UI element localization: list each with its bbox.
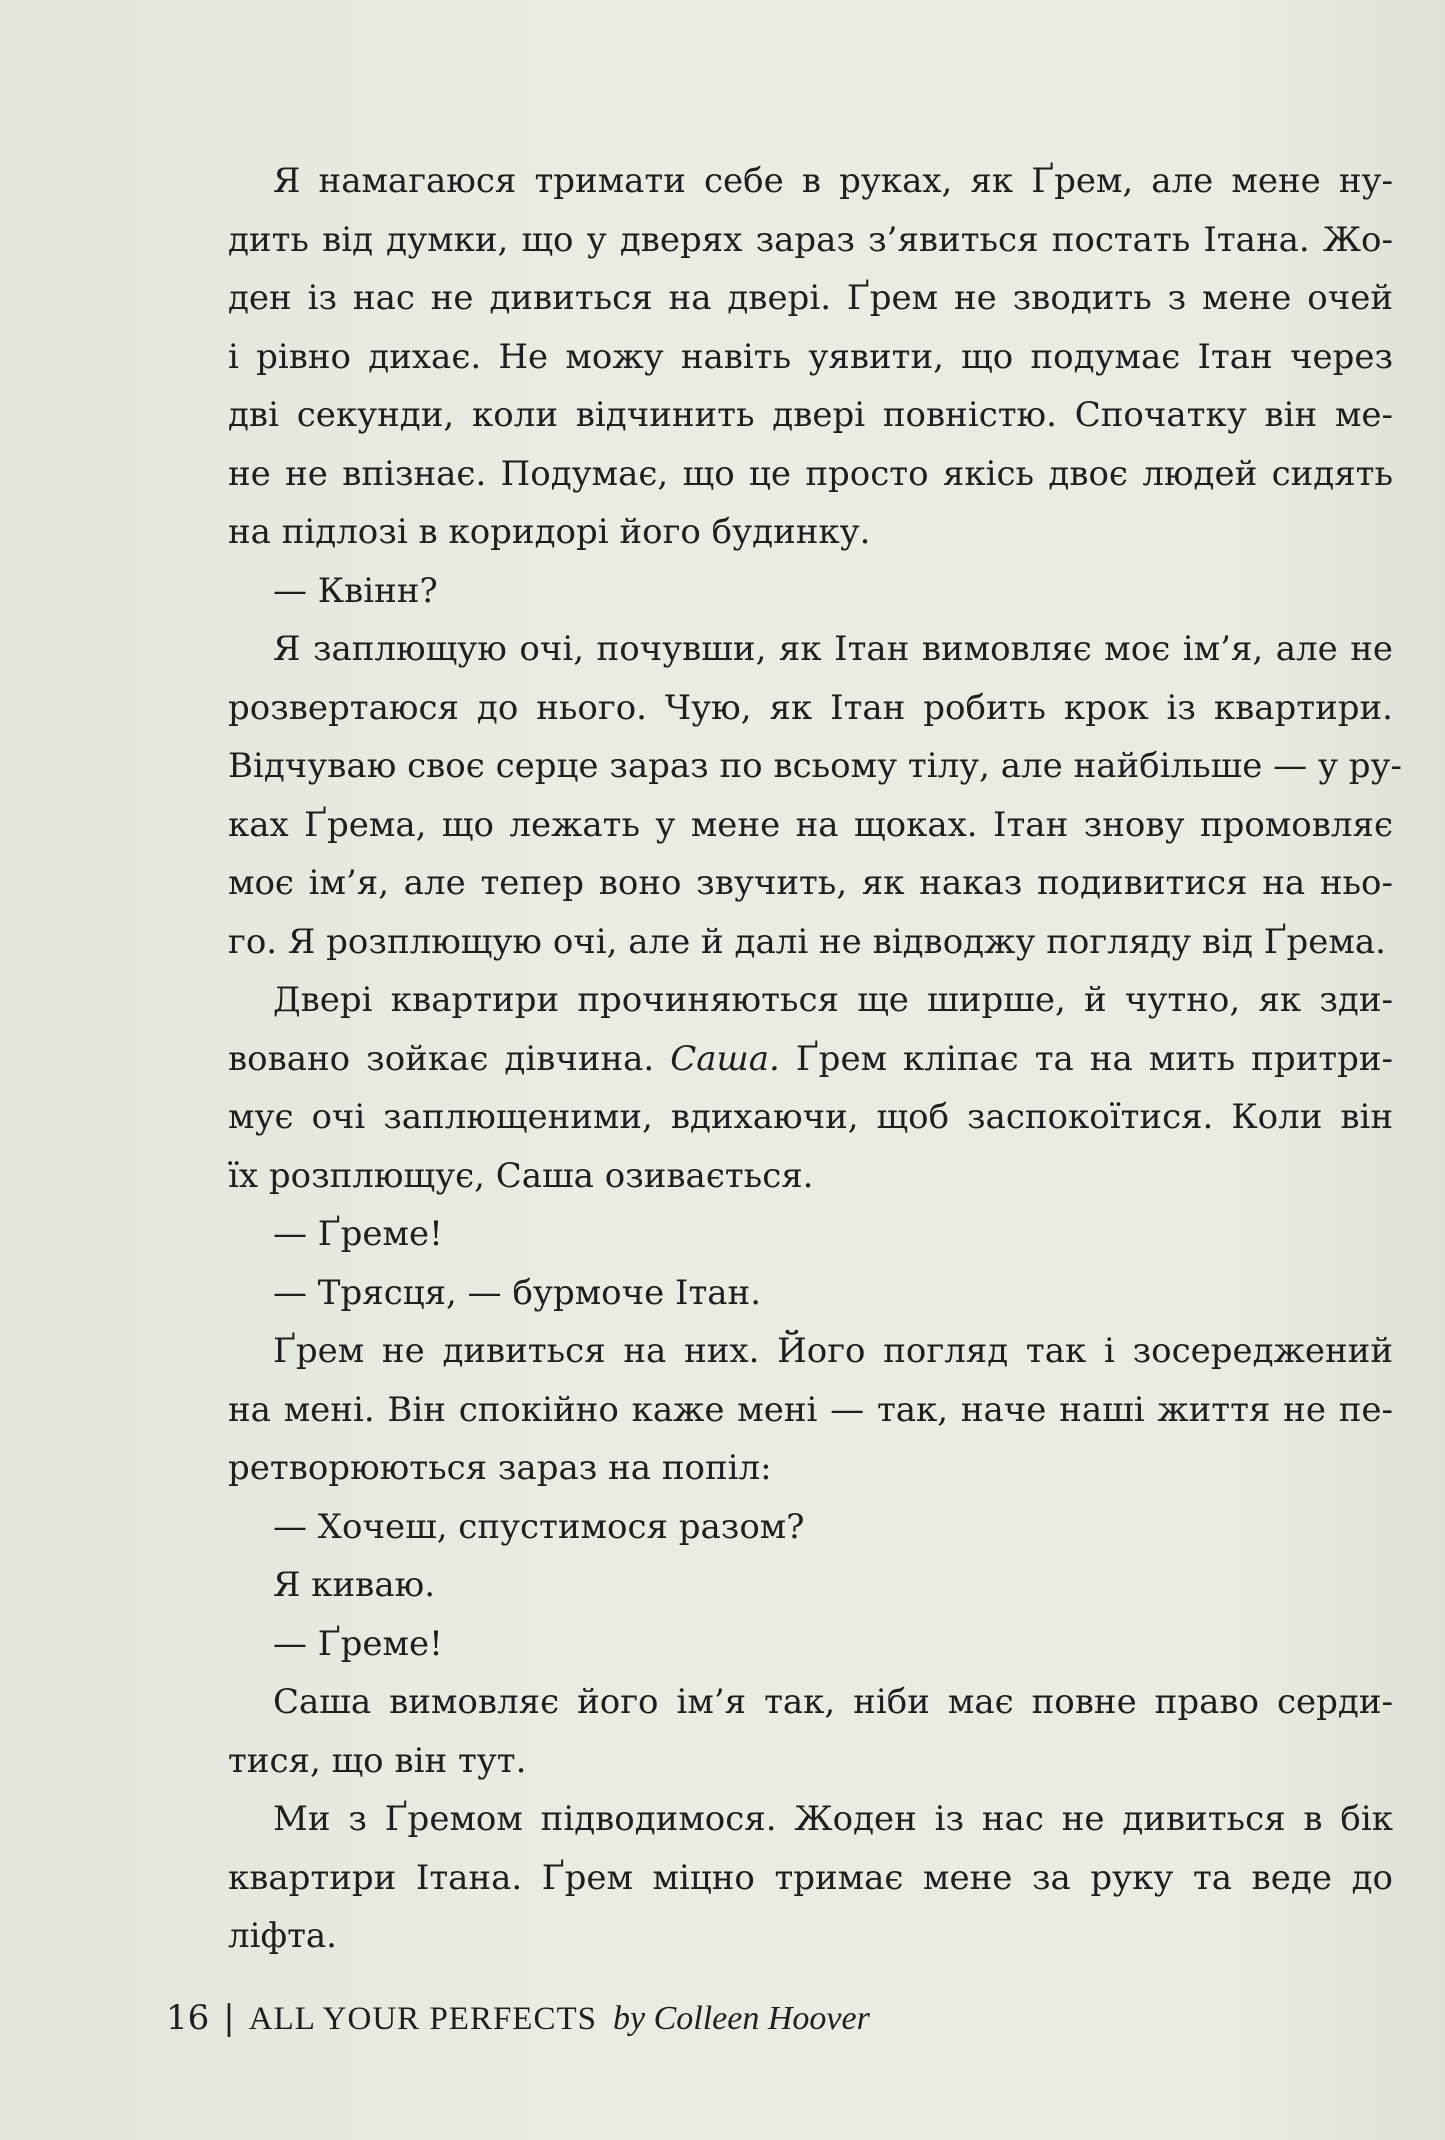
text-line: ліфта. (228, 1916, 337, 1956)
text-line: на мені. Він спокійно каже мені — так, наче наші життя не пе- (228, 1389, 1393, 1430)
text-line: ден із нас не дивиться на двері. Ґрем не зводить з мене очей (228, 278, 1393, 318)
text-line: Саша вимовляє його ім’я так, ніби має повне право серди- (273, 1682, 1393, 1722)
dialogue-line: — Квінн? (273, 570, 438, 611)
text-fragment: вовано зойкає дівчина. (228, 1038, 671, 1079)
text-line: мує очі заплющеними, вдихаючи, щоб заспокоїтися. Коли він (228, 1097, 1393, 1137)
text-line: їх розплющує, Саша озивається. (228, 1155, 814, 1196)
body-text (228, 152, 1403, 1966)
text-line: ретворюються зараз на попіл: (228, 1448, 772, 1488)
dialogue-line: — Ґреме! (273, 1214, 443, 1254)
dialogue-line: — Трясця, — бурмоче Ітан. (273, 1272, 762, 1313)
running-footer (166, 1998, 870, 2038)
dialogue-line: — Хочеш, спустимося разом? (273, 1506, 805, 1547)
text-line: дві секунди, коли відчинить двері повністю. Спочатку він ме- (228, 395, 1393, 435)
page-number: 16 (166, 1998, 210, 2038)
text-line: квартири Ітана. Ґрем міцно тримає мене за руку та веде до (228, 1857, 1393, 1898)
text-line: Я намагаюся тримати себе в руках, як Ґрем, але мене ну- (273, 161, 1393, 201)
text-line: Двері квартири прочиняються ще ширше, й чутно, як зди- (273, 980, 1393, 1020)
text-line: на підлозі в коридорі його будинку. (228, 512, 871, 552)
text-line: моє ім’я, але тепер воно звучить, як наказ подивитися на ньо- (228, 863, 1393, 903)
text-line: Ми з Ґремом підводимося. Жоден із нас не дивиться в бік (273, 1799, 1393, 1839)
text-line-with-emphasis (228, 1030, 1393, 1089)
dialogue-line: — Ґреме! (273, 1623, 443, 1664)
text-line: го. Я розплющую очі, але й далі не відводжу погляду від Ґрема. (228, 921, 1386, 962)
text-line: розвертаюся до нього. Чую, як Ітан робить крок із квартири. (228, 687, 1393, 728)
text-line: не не впізнає. Подумає, що це просто якісь двоє людей сидять (228, 453, 1393, 494)
text-line: і рівно дихає. Не можу навіть уявити, що подумає Ітан через (228, 336, 1393, 377)
text-line: Відчуваю своє серце зараз по всьому тілу, але найбільше — у ру- (228, 746, 1403, 786)
text-line: Я заплющую очі, почувши, як Ітан вимовляє моє ім’я, але не (273, 629, 1393, 669)
text-line: тися, що він тут. (228, 1740, 527, 1781)
text-fragment: Ґрем кліпає та на мить притри- (779, 1038, 1393, 1079)
author-credit: by Colleen Hoover (613, 2000, 870, 2037)
book-title: ALL YOUR PERFECTS (248, 2001, 597, 2037)
text-line: дить від думки, що у дверях зараз з’явиться постать Ітана. Жо- (228, 219, 1393, 260)
text-line: Я киваю. (273, 1565, 435, 1605)
text-line: ках Ґрема, що лежать у мене на щоках. Ітан знову промовляє (228, 804, 1393, 845)
footer-separator: | (223, 1998, 235, 2038)
emphasized-name: Саша. (670, 1038, 780, 1079)
text-line: Ґрем не дивиться на них. Його погляд так і зосереджений (273, 1331, 1393, 1371)
